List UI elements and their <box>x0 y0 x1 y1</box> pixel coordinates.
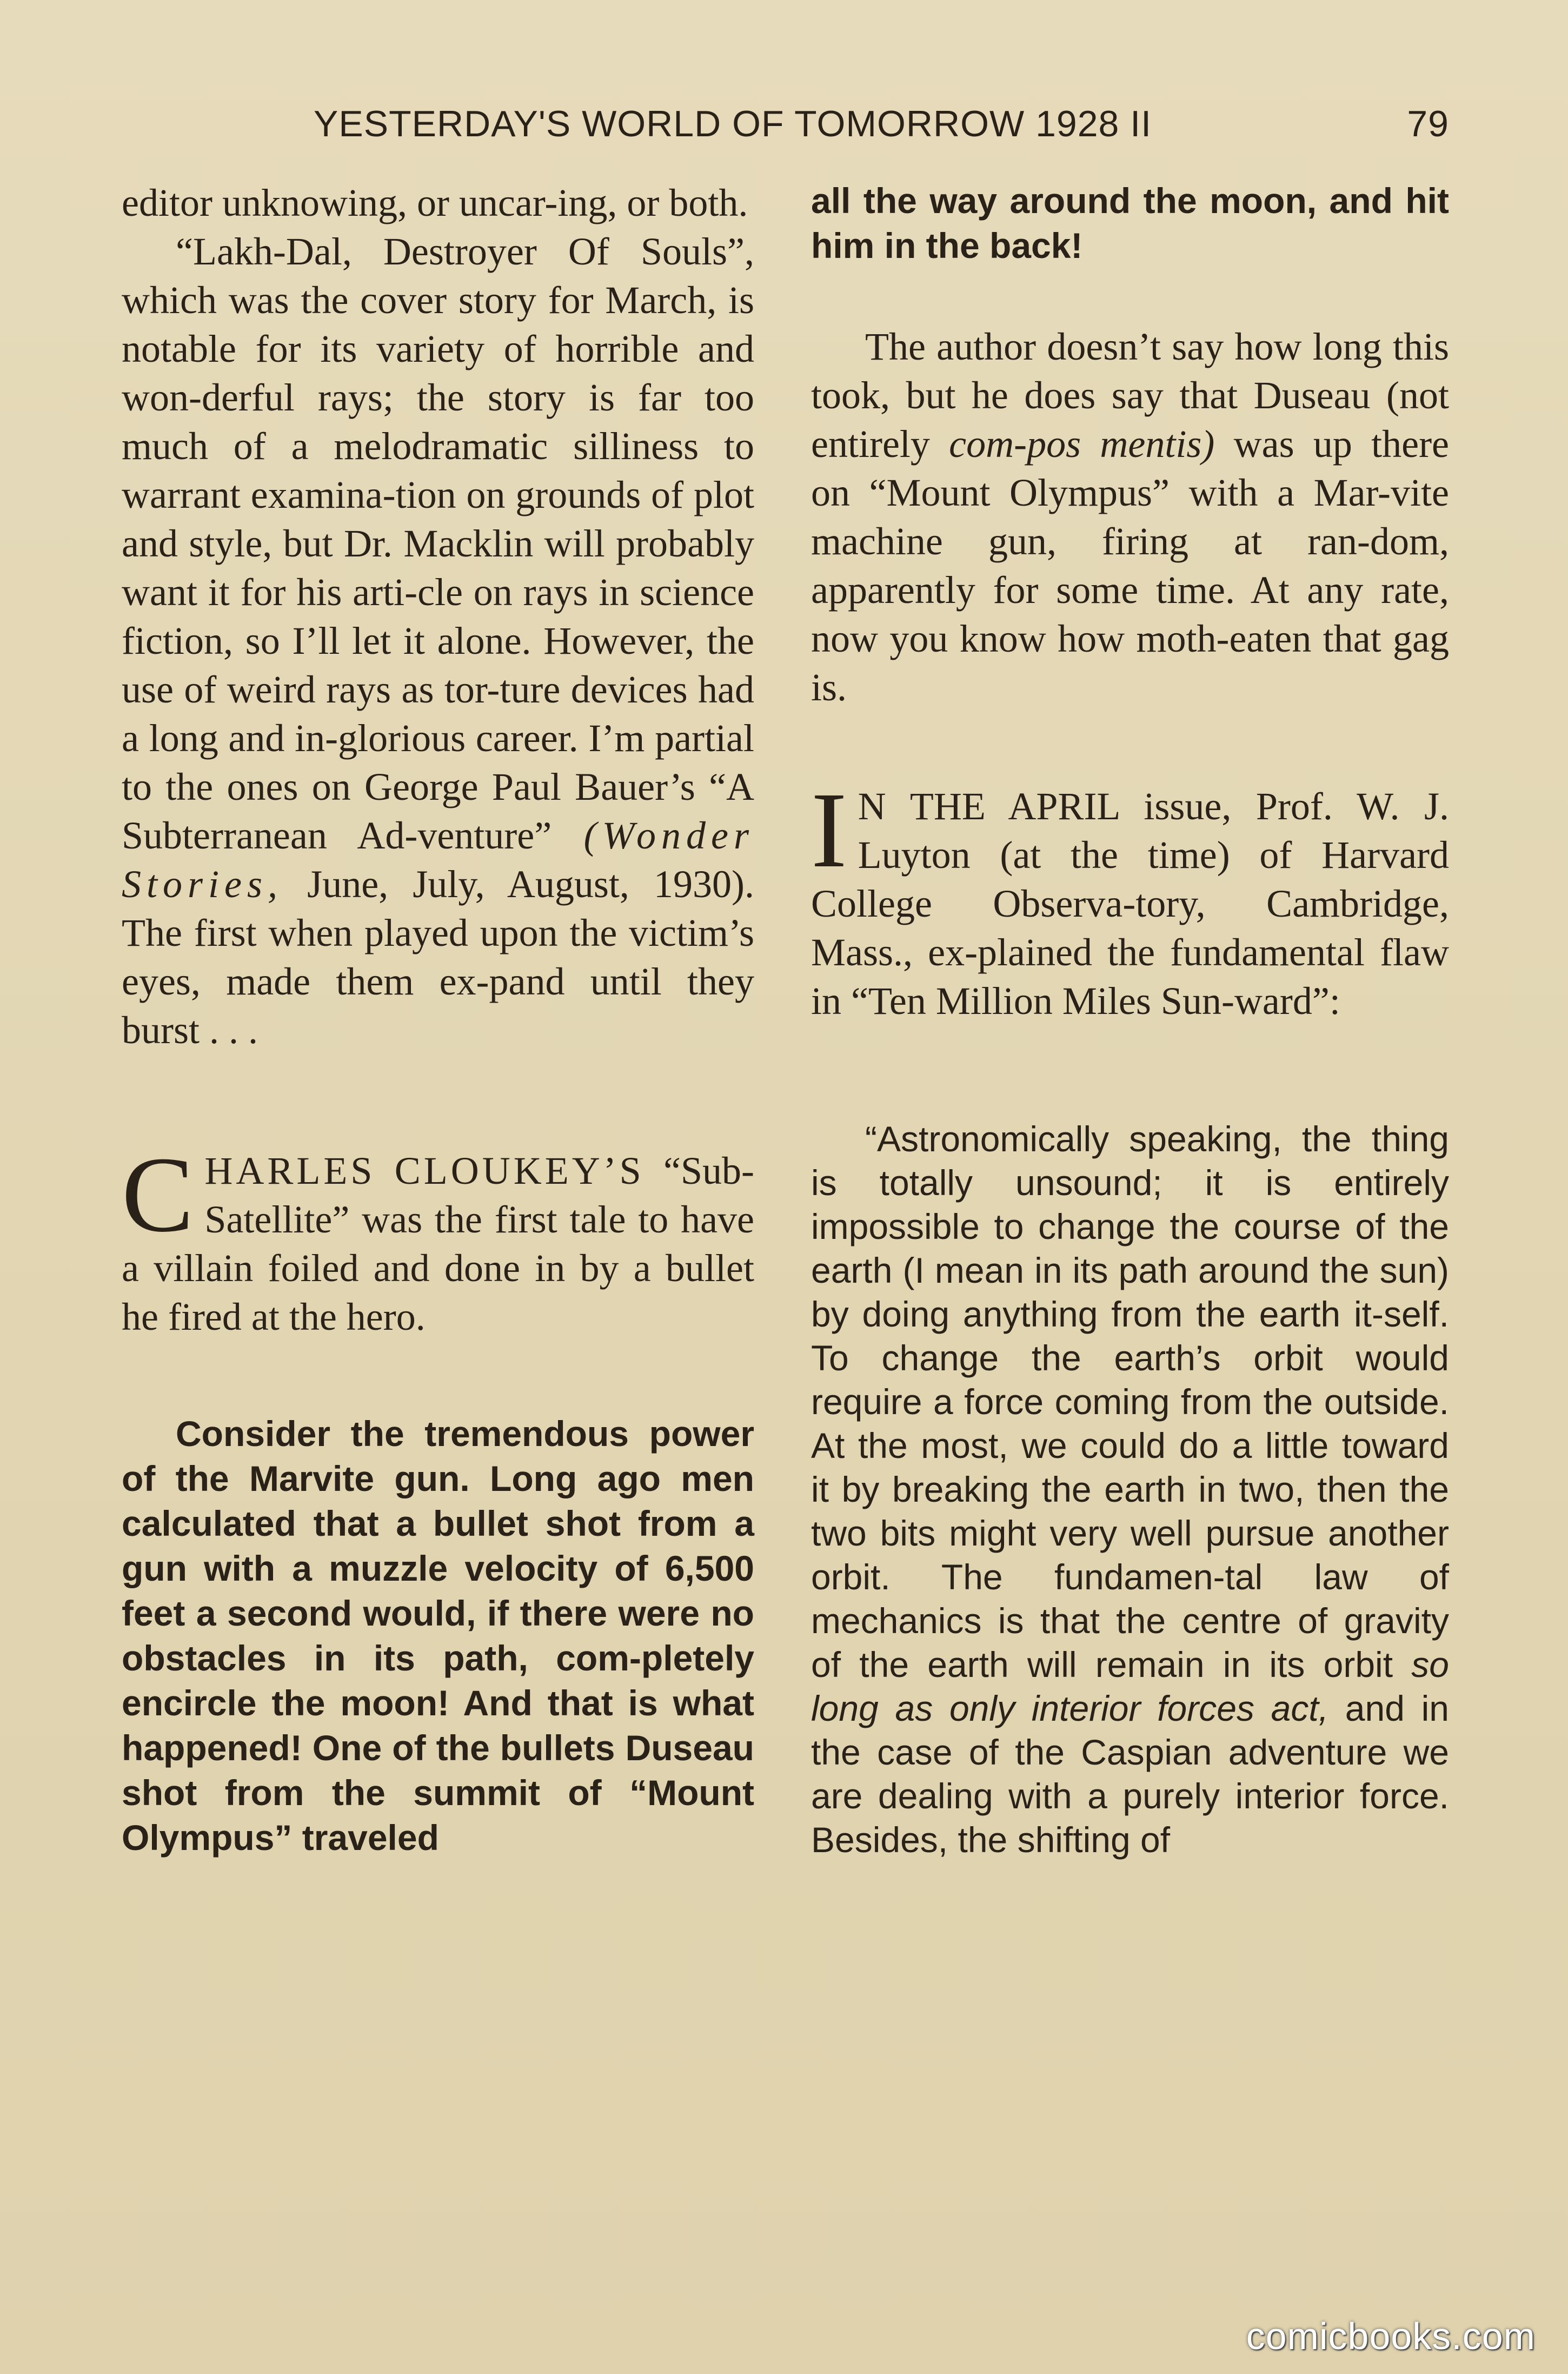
paragraph-text: “Sub-Satellite” was the first tale to have a villain foiled and done in by a bullet he fired at the hero. <box>122 1149 755 1338</box>
section-gap <box>122 1341 754 1411</box>
italic-title: (Wonder Stories, <box>122 814 754 906</box>
italic-phrase: com-pos mentis) <box>949 422 1215 466</box>
paragraph: Consider the tremendous power of the Marvite gun. Long ago men calculated that a bullet shot from a gun with a muzzle velocity of 6,500 feet a second would, if there were no obstacles in its path, com-pletely encircle the moon! And that is what happened! One of the bullets Duseau shot from the summit of “Mount Olympus” traveled <box>122 1414 754 1858</box>
section-gap <box>811 1025 1449 1117</box>
section-paragraph <box>811 771 1450 1025</box>
paragraph: all the way around the moon, and hit him in the back! <box>811 181 1449 266</box>
left-column <box>122 178 754 1860</box>
paragraph <box>122 227 754 1055</box>
paragraph-text: was up there on “Mount Olympus” with a Mar-vite machine gun, firing at ran-dom, apparently for some time. At any rate, now you know how moth-eaten that gag is. <box>811 422 1450 709</box>
running-header <box>314 103 1449 162</box>
paragraph <box>811 322 1449 712</box>
quote-text: “Astronomically speaking, the thing is totally unsound; it is entirely impossible to change the course of the earth (I mean in its path around the sun) by doing anything from the earth it-self. To change the earth’s orbit would require a force coming from the outside. At the most, we could do a little toward it by breaking the earth in two, then the two bits might very well pursue another orbit. The fundamen-tal law of mechanics is that the centre of gravity of the earth will remain in its orbit <box>811 1119 1449 1685</box>
section-gap <box>811 712 1449 782</box>
section-gap <box>122 1055 754 1146</box>
drop-cap: C <box>122 1135 194 1255</box>
paragraph: editor unknowing, or uncar-ing, or both. <box>122 181 748 224</box>
paragraph-text: The author doesn’t say how long this took, but he does say that Duseau (not entirely <box>811 325 1449 466</box>
lead-in: N THE APRIL <box>858 785 1119 828</box>
watermark: comicbooks.com <box>1246 2315 1536 2357</box>
section-gap <box>811 268 1449 322</box>
quote-text: and in the case of the Caspian adventure we are dealing with a purely interior force. Besides, the shifting of <box>811 1688 1449 1860</box>
block-quote <box>811 1117 1449 1862</box>
right-column <box>811 178 1449 1862</box>
paragraph-text: “Lakh-Dal, Destroyer Of Souls”, which was the cover story for March, is notable for its variety of horrible and won-derful rays; the story is far too much of a melodramatic silliness to warrant examina-tion on grounds of plot and style, but Dr. Macklin will probably want it for his arti-cle on rays in science fiction, so I’ll let it alone. However, the use of weird rays as tor-ture devices had a long and in-glorious career. I’m partial to the ones on George Paul Bauer’s “A Subterranean Ad-venture” <box>122 230 754 857</box>
page-number: 79 <box>1407 103 1449 144</box>
lead-in-name: CLOUKEY’S <box>394 1149 645 1192</box>
paragraph-text: issue, Prof. W. J. Luyton (at the time) of Harvard College Observa-tory, Cambridge, Mass., ex-plained the fundamental flaw in “Ten Million Miles Sun-ward”: <box>811 785 1450 1023</box>
section-paragraph <box>122 1135 755 1341</box>
quote-italic: so long as only interior forces act, <box>811 1644 1450 1728</box>
lead-in: HARLES <box>204 1149 376 1192</box>
paragraph-text: June, July, August, 1930). The first when played upon the victim’s eyes, made them ex-pand until they burst . . . <box>122 863 754 1052</box>
drop-cap: I <box>811 771 847 890</box>
running-title: YESTERDAY'S WORLD OF TOMORROW 1928 II <box>314 103 1152 144</box>
